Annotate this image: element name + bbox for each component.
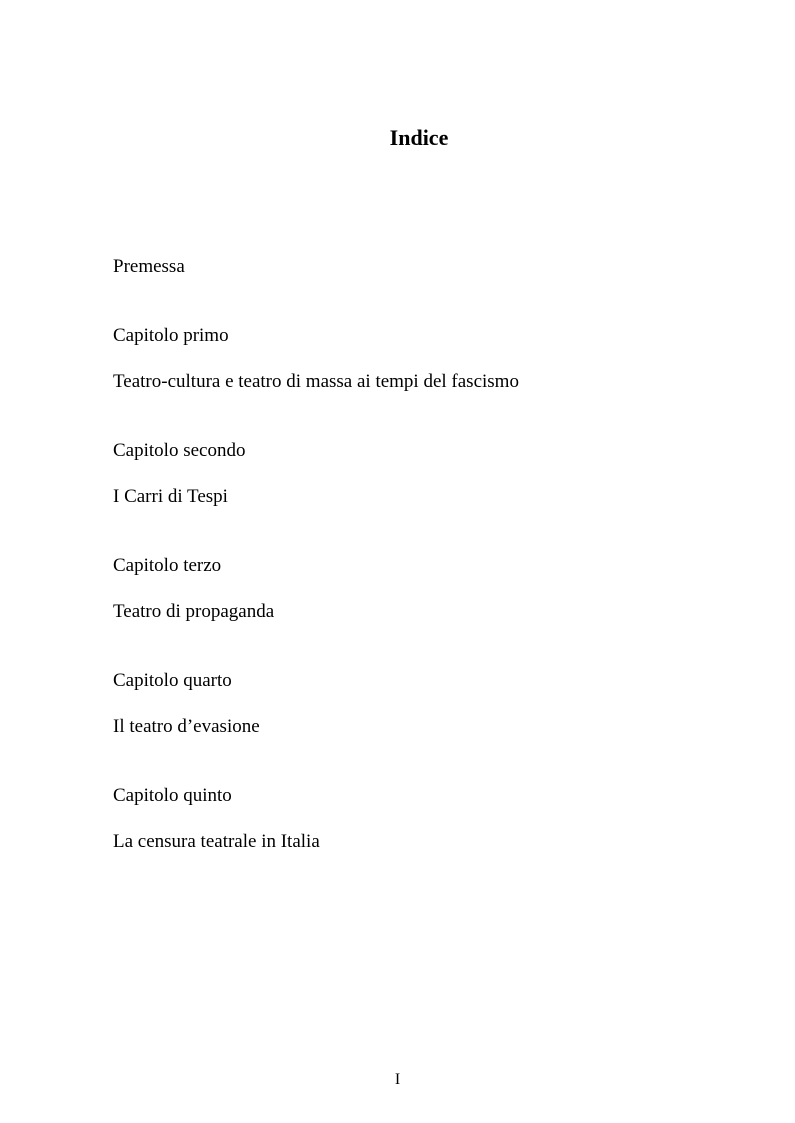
chapter-1-label: Capitolo primo [113, 325, 229, 346]
toc-premessa: Premessa [113, 256, 185, 277]
chapter-4-title: Il teatro d’evasione [113, 716, 260, 737]
page-title: Indice [389, 125, 449, 150]
chapter-5-title: La censura teatrale in Italia [113, 831, 320, 852]
chapter-3-title: Teatro di propaganda [113, 601, 275, 622]
chapter-4-label: Capitolo quarto [113, 670, 232, 691]
chapter-3-label: Capitolo terzo [113, 555, 222, 576]
chapter-1-title: Teatro-cultura e teatro di massa ai tempi del fascismo [113, 371, 519, 392]
chapter-5-label: Capitolo quinto [113, 785, 232, 806]
chapter-2-label: Capitolo secondo [113, 440, 246, 461]
page-number: I [394, 1071, 401, 1088]
chapter-2-title: I Carri di Tespi [113, 486, 228, 507]
